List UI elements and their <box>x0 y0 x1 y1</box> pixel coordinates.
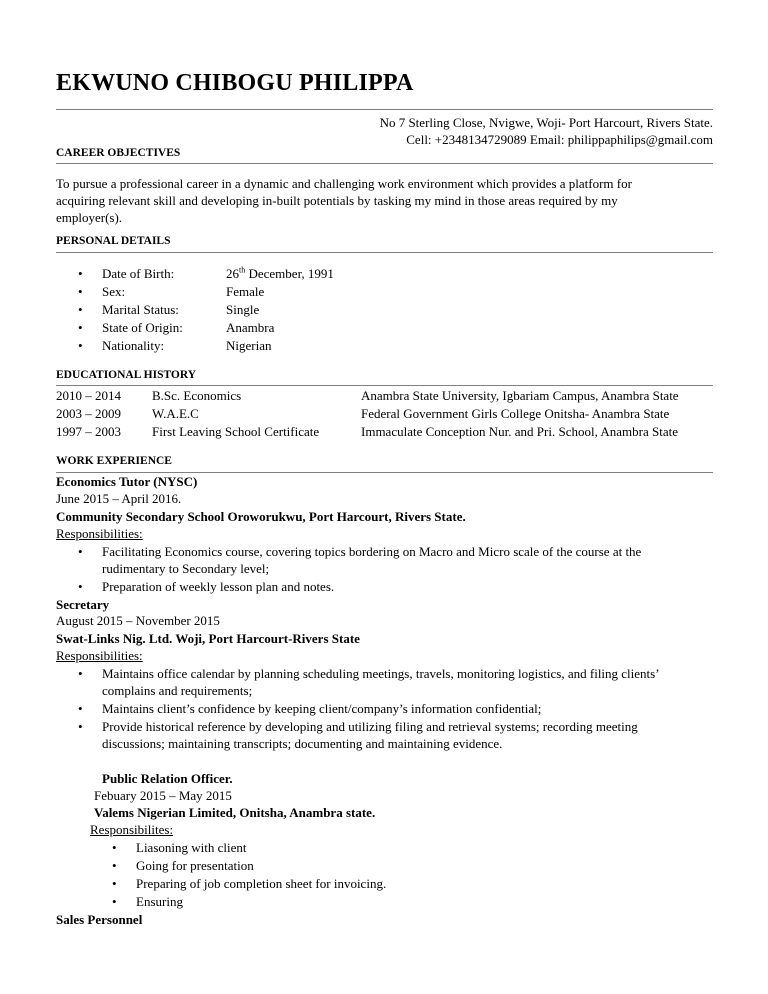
responsibility-continuation: complains and requirements; <box>102 683 253 698</box>
responsibility-item: • Preparing of job completion sheet for invoicing. <box>136 875 386 892</box>
address-line: No 7 Sterling Close, Nvigwe, Woji- Port Harcourt, Rivers State. <box>379 115 713 130</box>
responsibility-continuation: discussions; maintaining transcripts; documenting and maintaining evidence. <box>102 736 503 751</box>
job-title: Public Relation Officer. <box>102 771 233 786</box>
edu-school: Anambra State University, Igbariam Campus, Anambra State <box>361 388 679 403</box>
detail-origin-value: Anambra <box>226 320 275 335</box>
responsibility-item: • Liasoning with client <box>136 839 246 856</box>
responsibilities-label: Responsibilites: <box>90 822 174 837</box>
career-objective-line: acquiring relevant skill and developing in-built potentials by tasking my mind in those areas required by my <box>56 193 618 208</box>
job-dates: Febuary 2015 – May 2015 <box>94 788 232 803</box>
job-title: Sales Personnel <box>56 912 143 927</box>
detail-dob-value: 26th December, 1991 <box>226 265 334 281</box>
divider <box>56 385 713 386</box>
responsibility-item: • Going for presentation <box>136 857 254 874</box>
work-experience-heading: WORK EXPERIENCE <box>56 455 172 467</box>
edu-qualification: First Leaving School Certificate <box>152 424 320 439</box>
detail-nationality-value: Nigerian <box>226 338 272 353</box>
responsibility-item: • Ensuring <box>136 893 183 910</box>
career-objective-line: employer(s). <box>56 210 123 225</box>
job-employer: Valems Nigerian Limited, Onitsha, Anambra state. <box>94 805 376 820</box>
job-dates: August 2015 – November 2015 <box>56 613 220 628</box>
responsibility-item: • Maintains office calendar by planning scheduling meetings, travels, monitoring logistics, and filing clients’ <box>102 665 660 682</box>
detail-nationality-label: • Nationality: <box>102 337 164 354</box>
responsibility-item: • Provide historical reference by developing and utilizing filing and retrieval systems; recording meeting <box>102 718 638 735</box>
detail-dob-label: • Date of Birth: <box>102 265 174 282</box>
job-dates: June 2015 – April 2016. <box>56 491 182 506</box>
edu-years: 1997 – 2003 <box>56 424 121 439</box>
job-employer: Swat-Links Nig. Ltd. Woji, Port Harcourt-Rivers State <box>56 631 360 646</box>
detail-sex-label: • Sex: <box>102 283 125 300</box>
job-title: Secretary <box>56 597 110 612</box>
responsibility-continuation: rudimentary to Secondary level; <box>102 561 270 576</box>
detail-origin-label: • State of Origin: <box>102 319 183 336</box>
responsibility-item: • Maintains client’s confidence by keeping client/company’s information confidential; <box>102 700 541 717</box>
divider <box>56 252 713 253</box>
responsibilities-label: Responsibilities: <box>56 648 143 663</box>
edu-qualification: W.A.E.C <box>152 406 199 421</box>
responsibilities-label: Responsibilities: <box>56 526 143 541</box>
applicant-name: EKWUNO CHIBOGU PHILIPPA <box>56 70 414 96</box>
career-objective-line: To pursue a professional career in a dynamic and challenging work environment which provides a platform for <box>56 176 632 191</box>
educational-history-heading: EDUCATIONAL HISTORY <box>56 369 197 381</box>
responsibility-item: • Preparation of weekly lesson plan and notes. <box>102 578 334 595</box>
personal-details-heading: PERSONAL DETAILS <box>56 235 171 247</box>
edu-years: 2010 – 2014 <box>56 388 121 403</box>
divider <box>56 109 713 110</box>
detail-marital-value: Single <box>226 302 260 317</box>
responsibility-item: • Facilitating Economics course, covering topics bordering on Macro and Micro scale of the course at the <box>102 543 641 560</box>
detail-marital-label: • Marital Status: <box>102 301 179 318</box>
contact-line: Cell: +2348134729089 Email: philippaphilips@gmail.com <box>406 132 713 147</box>
detail-sex-value: Female <box>226 284 265 299</box>
edu-qualification: B.Sc. Economics <box>152 388 242 403</box>
job-title: Economics Tutor (NYSC) <box>56 474 198 489</box>
divider <box>56 163 713 164</box>
edu-school: Federal Government Girls College Onitsha- Anambra State <box>361 406 670 421</box>
edu-school: Immaculate Conception Nur. and Pri. School, Anambra State <box>361 424 678 439</box>
job-employer: Community Secondary School Oroworukwu, Port Harcourt, Rivers State. <box>56 509 466 524</box>
edu-years: 2003 – 2009 <box>56 406 121 421</box>
career-objectives-heading: CAREER OBJECTIVES <box>56 147 181 159</box>
